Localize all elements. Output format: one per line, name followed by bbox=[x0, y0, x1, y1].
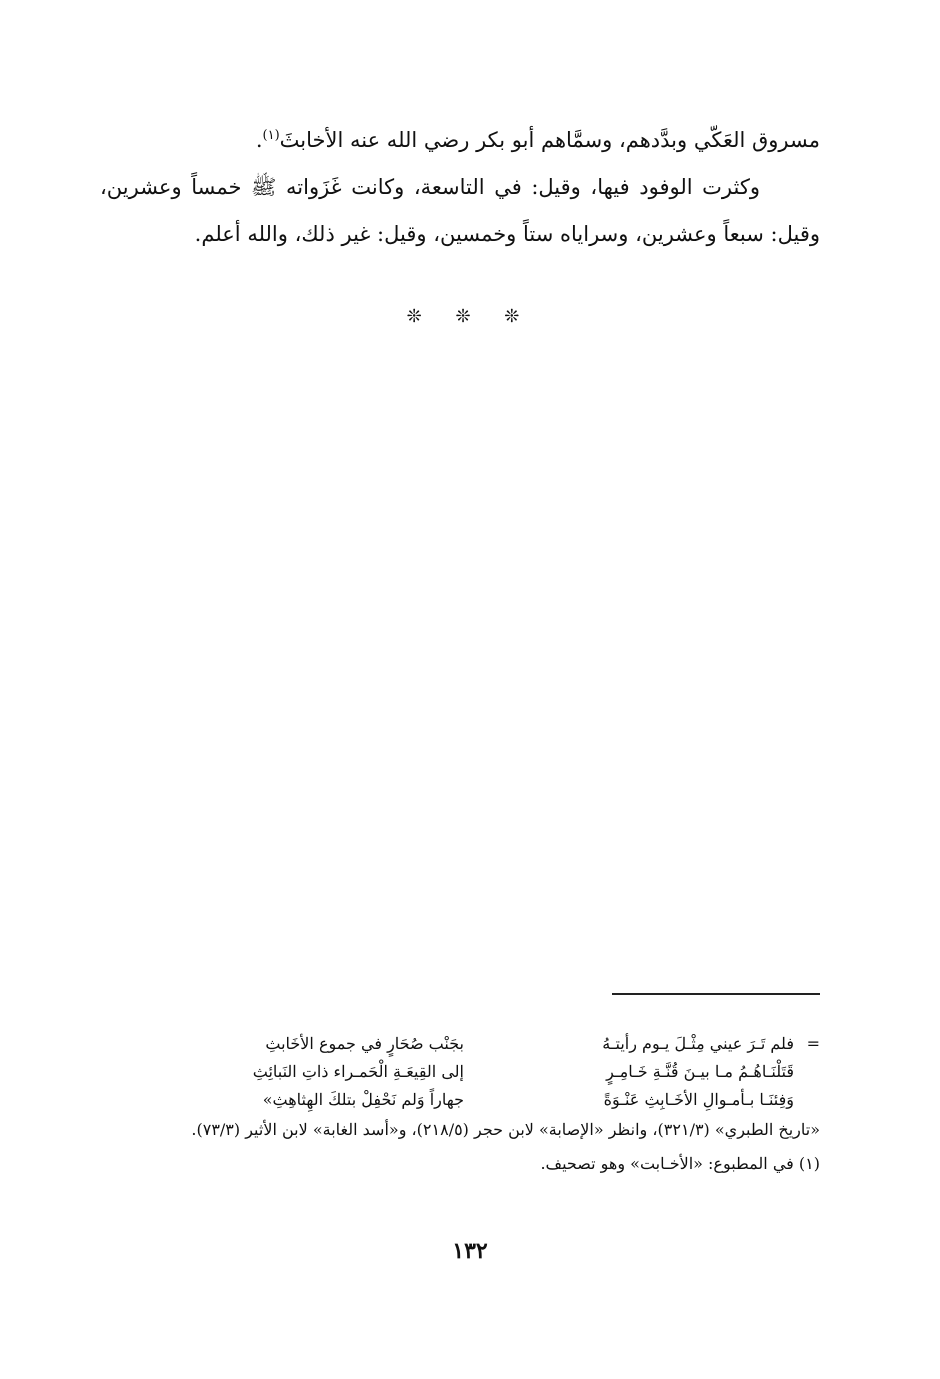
verse-hemistich-second: بجَنْب صُحَارٍ في جموع الأخَابثِ bbox=[265, 1034, 464, 1053]
continuation-mark: = bbox=[806, 1034, 820, 1053]
verse-hemistich-first: فلم تَـرَ عيني مِثْـلَ يـوم رأيتـهُ bbox=[602, 1034, 794, 1053]
footnotes bbox=[100, 1030, 820, 1178]
verse-hemistich-second: إلى القِيعَـةِ الْحَمـراء ذاتِ النَبائِثِ bbox=[252, 1062, 464, 1081]
verse-hemistich-first: قَتَلْنَـاهُـمُ مـا بيـنَ قُنَّـةِ خَـامِـرٍ bbox=[606, 1062, 794, 1081]
verse-line bbox=[100, 1058, 794, 1086]
footnote-1: (١) في المطبوع: «الأخـابت» وهو تصحيف. bbox=[540, 1154, 820, 1173]
footnote-ref-1: (١) bbox=[262, 128, 280, 143]
section-separator: ❊ ❊ ❊ bbox=[406, 306, 534, 327]
main-text bbox=[100, 112, 820, 258]
paragraph-1-end: . bbox=[255, 128, 263, 152]
paragraph-1 bbox=[100, 112, 820, 164]
source-note: «تاريخ الطبري» (٣٢١/٣)، وانظر «الإصابة» لابن حجر (٢١٨/٥)، و«أسد الغابة» لابن الأثير (٧٣/٣). bbox=[191, 1120, 820, 1139]
verse-hemistich-second: جهاراً وَلم نَحْفِلْ بتلكَ الهِثاهِثِ» bbox=[262, 1090, 464, 1109]
verse-hemistich-first: وَفِئنَـا بـأمـوالِ الأخَـابِثِ عَنْـوَةً bbox=[603, 1090, 794, 1109]
paragraph-1-text: مسروق العَكّي وبدَّدهم، وسمَّاهم أبو بكر رضي الله عنه الأخابثَ bbox=[279, 128, 820, 152]
poem-block bbox=[100, 1030, 820, 1114]
paragraph-2: وكثرت الوفود فيها، وقيل: في التاسعة، وكانت غَزَواته ﷺ خمساً وعشرين، وقيل: سبعاً وعشرين، وسراياه ستاً وخمسين، وقيل: غير ذلك، والله أعلم. bbox=[100, 175, 820, 246]
footnote-rule bbox=[612, 993, 820, 995]
verse-line bbox=[100, 1086, 794, 1114]
verse-line bbox=[100, 1030, 794, 1058]
page-number: ١٣٢ bbox=[452, 1238, 488, 1264]
